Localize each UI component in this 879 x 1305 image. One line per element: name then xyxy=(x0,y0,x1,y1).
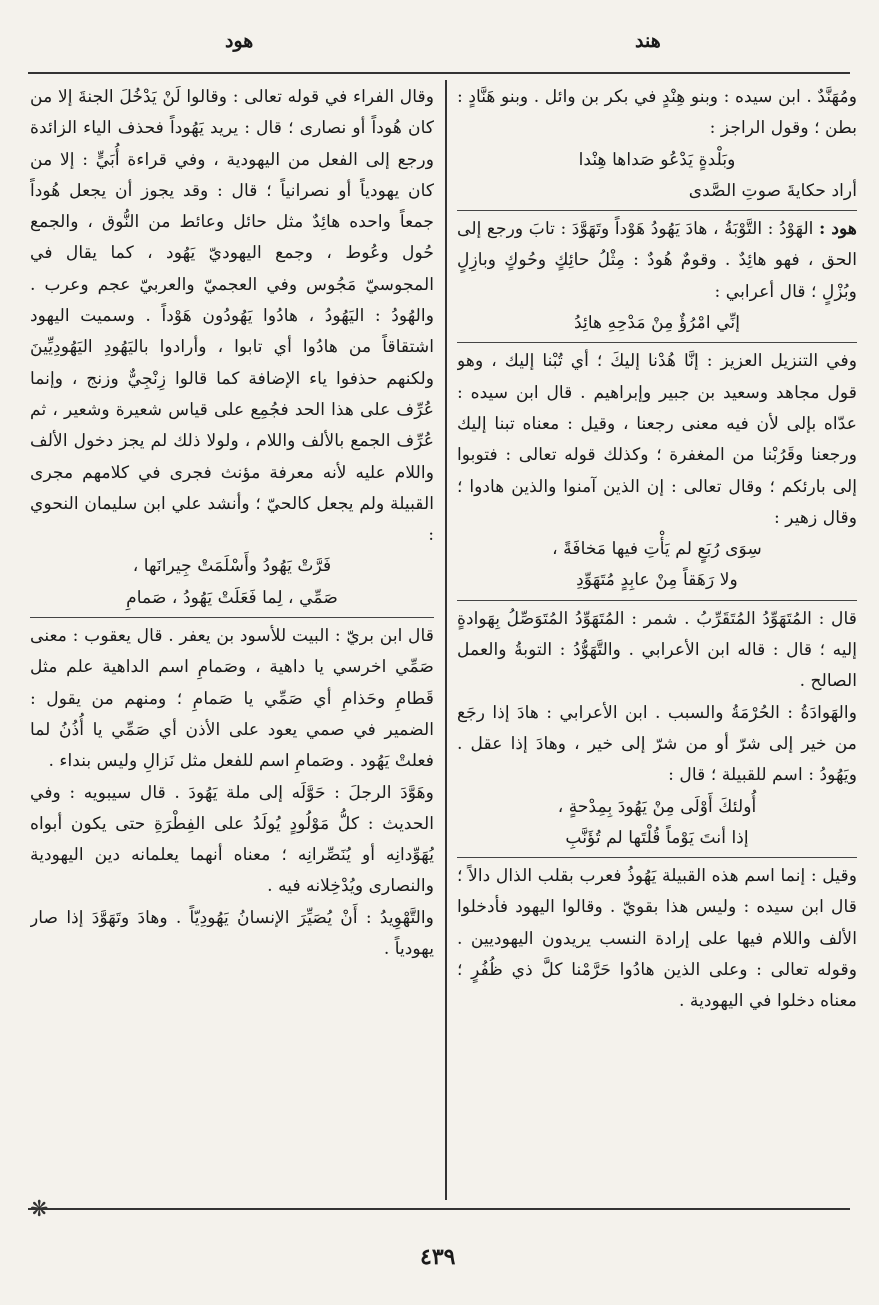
entry-separator xyxy=(457,342,857,343)
column-divider xyxy=(445,80,447,1200)
entry-separator xyxy=(30,617,434,618)
entry-hud xyxy=(457,214,857,308)
verse-line: وبَلْدةٍ يَدْعُو صَداها هِنْدا xyxy=(578,149,736,170)
entry-separator xyxy=(457,210,857,211)
ornament-icon: ❋ xyxy=(30,1197,49,1222)
entry-separator xyxy=(457,857,857,858)
right-column xyxy=(457,82,857,1192)
bottom-rule xyxy=(28,1208,850,1210)
verse-line: ولا رَهَقاً مِنْ عابِدٍ مُتَهَوِّدِ xyxy=(576,570,738,591)
left-column xyxy=(30,82,434,1192)
verse-line: سِوَى رُبَعٍ لم يَأْتِ فيها مَخافَةً ، xyxy=(552,539,762,560)
verse-line: إذا أنتَ يَوْماً قُلْتَها لم تُؤَنَّبِ xyxy=(565,827,749,848)
paragraph: قال ابن بريّ : البيت للأسود بن يعفر . قال يعقوب : معنى صَمِّي اخرسي يا داهية ، وصَمامِ اسم الداهية علم مثل قَطامِ وحَذامِ أي صَمِّي يا صَمامِ ؛ ومنهم من يقول : الضمير في صمي يعود على الأذن أي صَمِّي يا أُذُنُ لما فعلتْ يَهُود . وصَمامِ اسم للفعل مثل نَزالِ وليس بنداء . xyxy=(30,626,434,772)
entry-headword: هود : xyxy=(819,219,857,240)
right-running-head: هند xyxy=(635,30,661,52)
top-rule xyxy=(28,72,850,74)
paragraph: وقال الفراء في قوله تعالى : وقالوا لَنْ يَدْخُلَ الجنةَ إلا من كان هُوداً أو نصارى ؛ قال : يريد يَهُوداً فحذف الياء الزائدة ورجع إلى الفعل من اليهودية ، وفي قراءة أُبَيٍّ : إلا من كان يهودياً أو نصرانياً ؛ قال : وقد يجوز أن يجعل هُوداً جمعاً واحده هائِدٌ مثل حائل وعائط من النُّوق ، والجمع حُول وعُوط ، وجمع اليهوديّ يَهُود ، كما يقال في المجوسيّ مَجُوس وفي العجميّ والعربيّ عجم وعرب . والهُودُ : اليَهُودُ ، هادُوا يَهُودُون هَوْداً . وسميت اليهود اشتقاقاً من هادُوا أي تابوا ، وأرادوا باليَهُودِ اليَهُودِيِّينَ ولكنهم حذفوا ياء الإضافة كما قالوا زِنْجِيٌّ وزنج ، وإنما عُرِّف على هذا الحد فجُمِع على قياس شعيرة وشعير ، ثم عُرِّف الجمع بالألف واللام ، ولولا ذلك لم يجز دخول الألف واللام عليه لأنه معرفة مؤنث فجرى في كلامهم مجرى القبيلة ولم يجعل كالحيّ ؛ وأنشد علي ابن سليمان النحوي : xyxy=(30,87,434,546)
page-number: ٤٣٩ xyxy=(420,1244,456,1270)
paragraph: وهَوَّدَ الرجلَ : حَوَّلَه إلى ملة يَهُودَ . قال سيبويه : وفي الحديث : كلُّ مَوْلُودٍ يُولَدُ على الفِطْرَةِ حتى يكون أبواه يُهَوِّدانِه أو يُنَصِّرانِه ؛ معناه أنهما يعلمانه دين اليهودية والنصارى ويُدْخِلانه فيه . xyxy=(30,782,434,897)
verse-line: فَرَّتْ يَهُودُ وأَسْلَمَتْ جِيرانَها ، xyxy=(132,556,332,577)
verse-line: صَمِّي ، لِما فَعَلَتْ يَهُودُ ، صَمامِ xyxy=(126,587,338,608)
paragraph: وفي التنزيل العزيز : إنَّا هُدْنا إليكَ ؛ أي تُبْنا إليك ، وهو قول مجاهد وسعيد بن جبير وإبراهيم . قال ابن سيده : عدّاه بإلى لأن فيه معنى رجعنا ، وقيل : معناه تبنا إليك ورجعنا وقَرُبْنا من المغفرة ؛ وكذلك قوله تعالى : فتوبوا إلى بارئكم ؛ وقال تعالى : إن الذين آمنوا والذين هادوا ؛ وقال زهير : xyxy=(457,351,857,528)
entry-separator xyxy=(457,600,857,601)
paragraph: والهَوادَةُ : الحُرْمَةُ والسبب . ابن الأعرابي : هادَ إذا رجَع من خير إلى شرّ أو من شرّ إلى خير ، وهادَ إذا عقل . ويَهُودُ : اسم للقبيلة ؛ قال : xyxy=(457,702,857,786)
paragraph: والتَّهْوِيدُ : أَنْ يُصَيِّرَ الإنسانُ يَهُودِيّاً . وهادَ وتَهَوَّدَ إذا صار يهودياً . xyxy=(30,907,434,960)
paragraph: قال : المُتَهَوِّدُ المُتَقَرِّبُ . شمر : المُتَهَوِّدُ المُتَوَصِّلُ بِهَوادةٍ إليه ؛ قال : قاله ابن الأعرابي . والتَّهَوُّدُ : التوبةُ والعمل الصالح . xyxy=(457,608,857,692)
paragraph: وقيل : إنما اسم هذه القبيلة يَهُوذُ فعرب بقلب الذال دالاً ؛ قال ابن سيده : وليس هذا بقويّ . وقالوا اليهود فأدخلوا الألف واللام فيها على إرادة النسب يريدون اليهوديين . وقوله تعالى : وعلى الذين هادُوا حَرَّمْنا كلَّ ذي ظُفُرٍ ؛ معناه دخلوا في اليهودية . xyxy=(457,866,857,1012)
verse-line: أُولئكَ أَوْلَى مِنْ يَهُودَ بِمِدْحةٍ ، xyxy=(557,796,757,817)
paragraph: أراد حكايةَ صوتِ الصَّدى xyxy=(688,180,857,201)
paragraph: الهَوْدُ : التَّوْبَةُ ، هادَ يَهُودُ هَوْداً وتَهَوَّدَ : تابَ ورجع إلى الحق ، فهو هائِدٌ . وقومٌ هُودٌ : مِثْلُ حائِكٍ وحُوكٍ وبازِلٍ وبُزْلٍ ؛ قال أعرابي : xyxy=(457,219,857,302)
paragraph: ومُهَنَّدٌ . ابن سيده : وبنو هِنْدٍ في بكر بن وائل . وبنو هَنَّادٍ : بطن ؛ وقول الراجز : xyxy=(457,87,857,139)
verse-line: إنِّي امْرُؤٌ مِنْ مَدْحِهِ هائِدُ xyxy=(574,313,740,334)
left-running-head: هود xyxy=(225,30,254,52)
